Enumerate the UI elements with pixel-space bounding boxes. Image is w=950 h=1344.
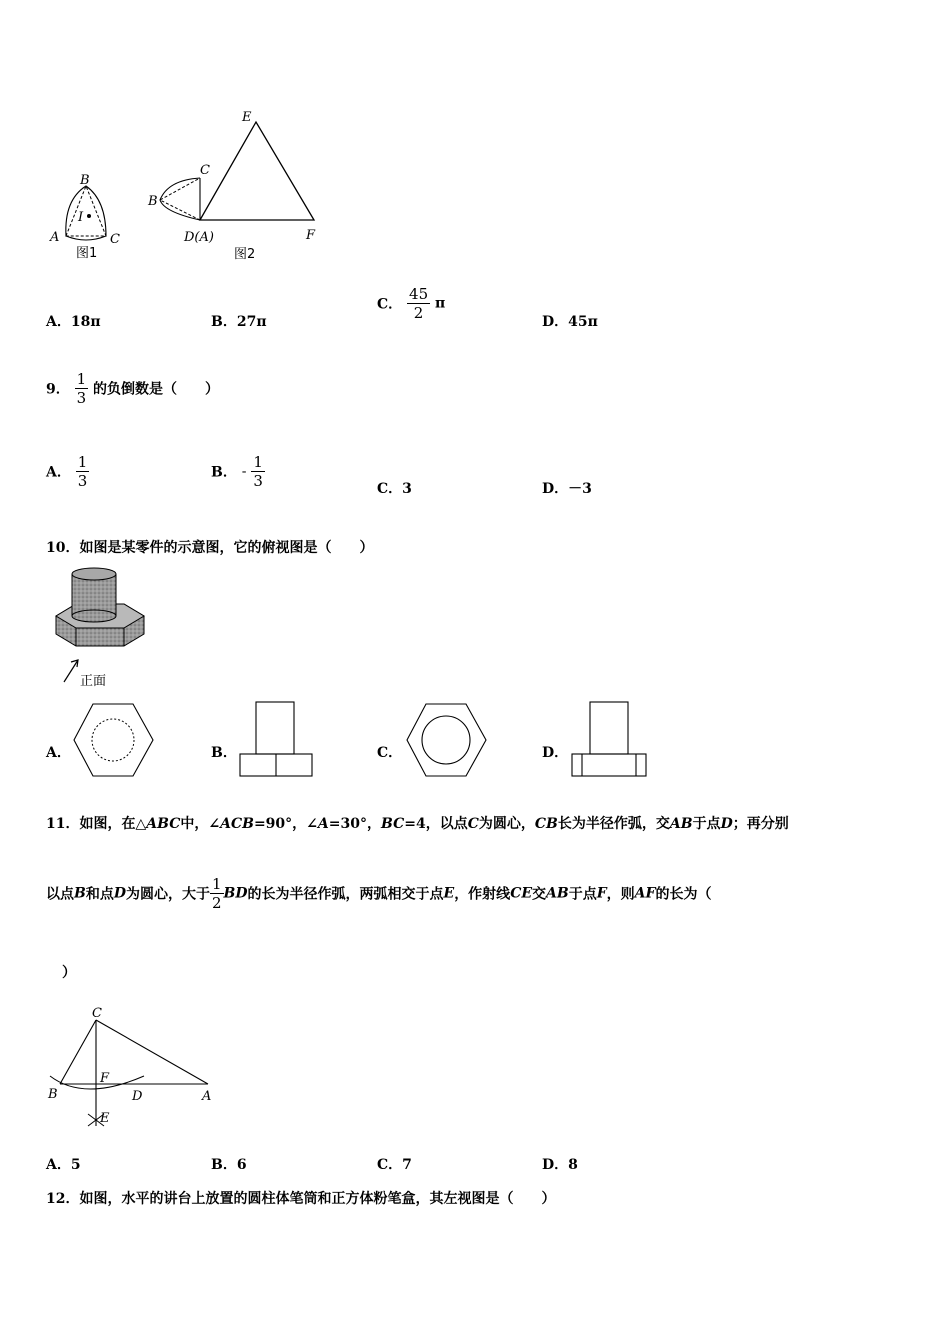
math-var: F	[596, 885, 607, 902]
math-var: D	[113, 885, 126, 902]
figure-1	[49, 173, 120, 261]
fig-label-b: B	[48, 1087, 58, 1102]
option-text: 7	[402, 1157, 412, 1173]
fig1-label-c: C	[110, 232, 120, 247]
math-var: CB	[534, 816, 558, 832]
math-var: ACB	[220, 816, 254, 832]
fig2-label-da: D(A)	[184, 230, 214, 245]
text-span: 于点	[692, 816, 721, 832]
numerator: 1	[211, 875, 222, 893]
text-span: =4，以点	[404, 816, 468, 832]
math-var: ABC	[146, 816, 181, 832]
option-letter: A．	[46, 464, 71, 481]
fig-label-e: E	[100, 1111, 110, 1126]
fig2-label-f: F	[306, 228, 316, 243]
denominator: 3	[77, 472, 88, 490]
q10-part-figure	[46, 564, 146, 690]
q11-option-c	[377, 1154, 412, 1174]
text-span: 为圆心，大于	[125, 886, 210, 903]
text-span: ，则	[606, 886, 635, 903]
text-span: =90°，∠	[253, 816, 318, 832]
q10-option-a-letter: A．	[46, 745, 71, 761]
numerator: 1	[77, 453, 88, 471]
triangle-construction-figure	[44, 1004, 219, 1134]
math-var: AB	[669, 816, 693, 832]
option-text: 8	[568, 1157, 578, 1173]
text-span: 长为半径作弧，交	[557, 816, 670, 832]
q10-option-c-letter: C．	[377, 745, 403, 761]
option-letter: B．	[211, 1157, 237, 1173]
option-text: 5	[70, 1157, 81, 1173]
fraction	[251, 453, 265, 490]
fig2-label-c: C	[200, 163, 210, 178]
fraction	[407, 285, 430, 322]
q11-option-a	[46, 1154, 81, 1174]
text-span: 以点	[46, 886, 74, 903]
option-letter: C．	[377, 1157, 403, 1173]
fig2-caption: 图2	[234, 247, 256, 262]
text-span: 的长为（	[655, 886, 712, 903]
q10-option-b-figure	[236, 700, 316, 780]
text-span: 11．如图，在△	[46, 816, 147, 832]
text-span: 中，∠	[180, 816, 221, 832]
fig1-caption: 图1	[76, 246, 98, 261]
q12-stem: 12．如图，水平的讲台上放置的圆柱体笔筒和正方体粉笔盒，其左视图是（ ）	[46, 1191, 556, 1207]
option-letter: B．	[211, 464, 237, 481]
math-var: C	[467, 816, 479, 832]
question-text: 的负倒数是（ ）	[93, 381, 220, 398]
q11-option-b	[211, 1154, 247, 1174]
numerator: 1	[76, 370, 87, 388]
math-var: D	[720, 816, 733, 832]
option-letter: B．	[211, 314, 237, 330]
q11-line-3: ）	[62, 965, 76, 981]
fig1-label-i: I	[78, 210, 84, 225]
option-letter: C．	[377, 296, 403, 313]
option-text: π	[435, 295, 446, 312]
math-var: AF	[634, 885, 656, 902]
denominator: 3	[253, 472, 263, 490]
option-text: 18π	[70, 314, 101, 330]
fig-label-f: F	[100, 1071, 110, 1086]
text-span: ；再分别	[732, 816, 789, 832]
numerator: 1	[253, 453, 263, 471]
question-number: 9．	[46, 381, 70, 398]
option-letter: D．	[542, 1157, 569, 1173]
option-letter: A．	[46, 314, 71, 330]
text-span: 交	[532, 886, 547, 903]
q10-stem: 10．如图是某零件的示意图，它的俯视图是（ ）	[46, 540, 374, 556]
math-var: A	[317, 816, 329, 832]
text-span: 的长为半径作弧，两弧相交于点	[247, 886, 444, 903]
denominator: 3	[76, 389, 87, 407]
text-span: 于点	[568, 886, 597, 903]
q8-figure	[44, 108, 324, 266]
q9-option-a	[46, 453, 89, 490]
option-letter: D．	[542, 481, 569, 497]
q8-option-d	[542, 311, 598, 331]
fig2-label-e: E	[242, 110, 252, 125]
figure-2	[147, 110, 316, 262]
q8-option-b	[211, 311, 267, 331]
text-span: =30°，	[328, 816, 381, 832]
q10-option-c-figure	[401, 700, 491, 780]
hexagon-solid-circle-view	[401, 700, 491, 780]
front-view-rectangles	[236, 700, 316, 780]
hexagon-dashed-circle-view	[68, 700, 158, 780]
denominator: 2	[407, 303, 430, 322]
minus-sign: -	[241, 463, 247, 480]
fraction	[76, 453, 90, 490]
math-var: BC	[380, 816, 405, 832]
fig-label-a: A	[202, 1089, 212, 1104]
fraction	[210, 875, 224, 912]
fig2-label-b: B	[148, 194, 158, 209]
q11-figure	[44, 1004, 219, 1134]
option-text: －3	[568, 481, 592, 497]
math-var: BD	[223, 885, 248, 902]
math-var: E	[443, 885, 455, 902]
q11-line-2	[46, 875, 711, 912]
q8-option-c	[377, 285, 445, 322]
option-text: 45π	[568, 314, 598, 330]
q11-line-1	[46, 813, 789, 833]
q10-option-d-letter: D．	[542, 745, 569, 761]
part-3d-icon	[46, 564, 146, 690]
q9-option-d	[542, 478, 592, 498]
fraction	[75, 370, 89, 407]
option-text: 27π	[236, 314, 267, 330]
option-letter: C．	[377, 481, 403, 497]
reuleaux-triangle-figures	[44, 108, 324, 266]
option-text: 6	[236, 1157, 247, 1173]
q8-option-a	[46, 311, 101, 331]
fig-label-c: C	[92, 1006, 102, 1021]
math-var: B	[74, 885, 86, 902]
fig-label-d: D	[132, 1089, 143, 1104]
math-var: AB	[546, 885, 569, 902]
fig1-label-a: A	[50, 230, 60, 245]
option-letter: D．	[542, 314, 569, 330]
q9-option-b	[211, 453, 265, 490]
q9-stem	[46, 370, 219, 407]
q10-option-b-letter: B．	[211, 745, 237, 761]
front-label: 正面	[80, 674, 107, 689]
denominator: 2	[211, 894, 222, 912]
q11-option-d	[542, 1154, 578, 1174]
side-view-rectangles	[568, 700, 650, 780]
option-letter: A．	[46, 1157, 71, 1173]
q10-option-a-figure	[68, 700, 158, 780]
numerator: 45	[409, 285, 429, 303]
q10-option-d-figure	[568, 700, 650, 780]
fig1-label-b: B	[80, 173, 90, 188]
text-span: ，作射线	[454, 886, 511, 903]
text-span: 为圆心，	[478, 816, 535, 832]
q9-option-c	[377, 478, 412, 498]
option-text: 3	[402, 481, 412, 497]
text-span: 和点	[85, 886, 114, 903]
math-var: CE	[510, 885, 533, 902]
